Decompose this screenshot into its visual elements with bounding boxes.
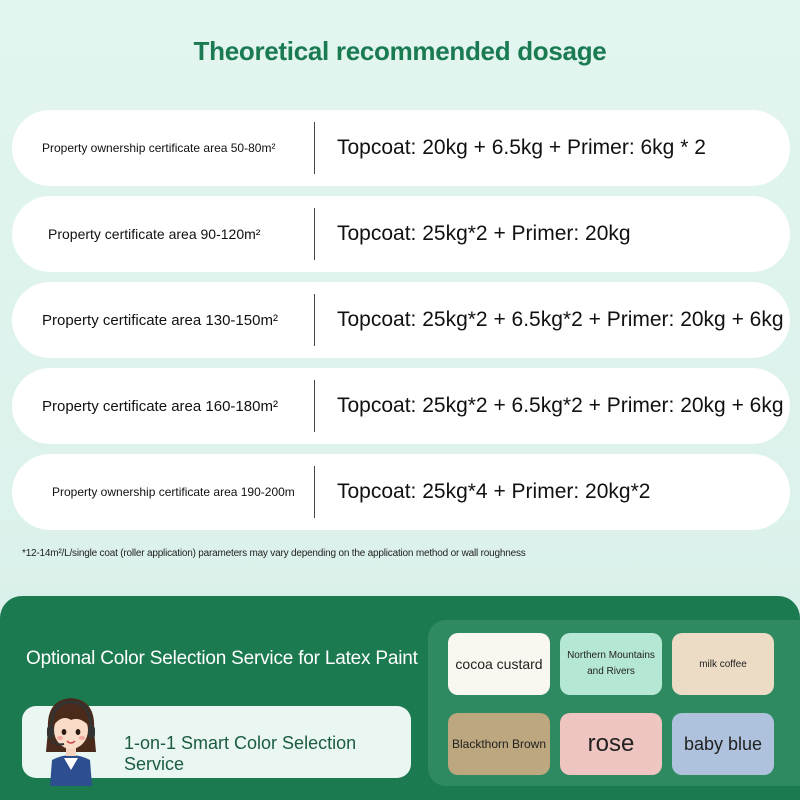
swatch-label: rose <box>587 730 635 757</box>
swatch-cocoa-custard[interactable] <box>448 633 550 695</box>
area-label: Property certificate area 90-120m² <box>48 226 261 242</box>
dosage-row <box>12 454 790 530</box>
swatch-rose[interactable] <box>560 713 662 775</box>
swatch-label: Northern Mountains and Rivers <box>567 650 655 677</box>
area-label: Property ownership certificate area 190-200m <box>52 485 295 499</box>
application-note: *12-14m²/L/single coat (roller application) parameters may vary depending on the application method or wall roughness <box>22 548 526 559</box>
swatch-northern-mountains-and-rivers[interactable] <box>560 633 662 695</box>
row-divider <box>314 294 315 346</box>
smart-color-service-label: 1-on-1 Smart Color Selection Service <box>124 733 357 774</box>
swatch-baby-blue[interactable] <box>672 713 774 775</box>
swatch-label: milk coffee <box>699 658 747 670</box>
area-label: Property ownership certificate area 50-80m² <box>42 141 276 155</box>
dosage-value: Topcoat: 25kg*2 + Primer: 20kg <box>337 222 631 245</box>
dosage-value: Topcoat: 20kg + 6.5kg + Primer: 6kg * 2 <box>337 136 706 159</box>
dosage-row <box>12 368 790 444</box>
dosage-value: Topcoat: 25kg*2 + 6.5kg*2 + Primer: 20kg + 6kg <box>337 308 784 331</box>
dosage-table <box>12 110 790 540</box>
swatch-milk-coffee[interactable] <box>672 633 774 695</box>
area-label: Property certificate area 130-150m² <box>42 311 278 329</box>
dosage-row <box>12 110 790 186</box>
row-divider <box>314 208 315 260</box>
row-divider <box>314 380 315 432</box>
swatch-label: cocoa custard <box>455 656 543 672</box>
row-divider <box>314 466 315 518</box>
area-label: Property certificate area 160-180m² <box>42 397 278 415</box>
swatch-label: baby blue <box>683 733 763 754</box>
page-title: Theoretical recommended dosage <box>193 36 607 66</box>
dosage-value: Topcoat: 25kg*4 + Primer: 20kg*2 <box>337 480 651 503</box>
swatch-blackthorn-brown[interactable] <box>448 713 550 775</box>
swatch-label: Blackthorn Brown <box>451 737 547 751</box>
customer-service-avatar-icon <box>38 690 104 786</box>
dosage-row <box>12 196 790 272</box>
dosage-row <box>12 282 790 358</box>
row-divider <box>314 122 315 174</box>
dosage-value: Topcoat: 25kg*2 + 6.5kg*2 + Primer: 20kg + 6kg <box>337 394 784 417</box>
color-service-title: Optional Color Selection Service for Latex Paint <box>26 648 418 669</box>
